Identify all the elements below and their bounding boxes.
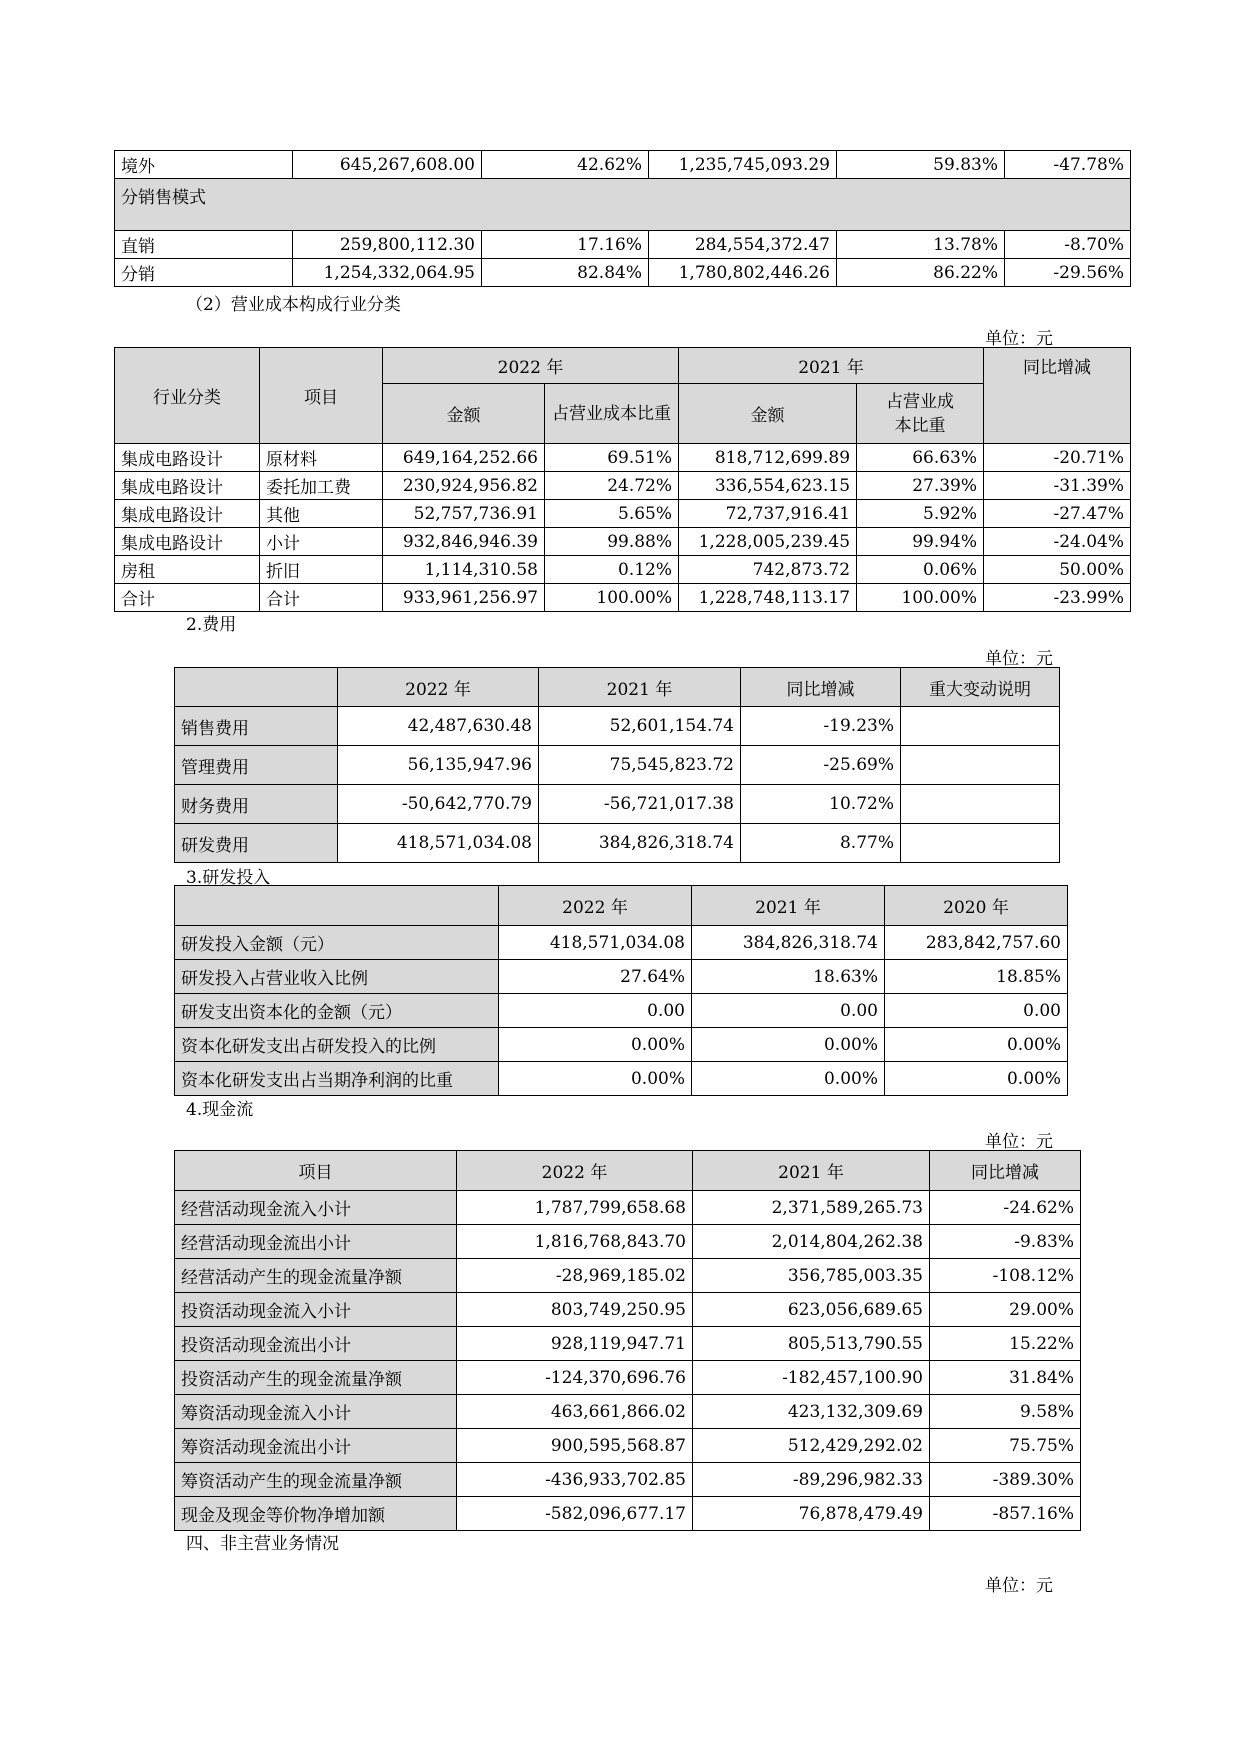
cell-industry: 集成电路设计 bbox=[115, 472, 260, 500]
row-label: 研发投入金额（元） bbox=[175, 926, 499, 960]
cell: 932,846,946.39 bbox=[383, 528, 545, 556]
sales-mode-table bbox=[114, 150, 1131, 287]
table-row bbox=[175, 926, 1068, 960]
cell-industry: 集成电路设计 bbox=[115, 444, 260, 472]
cell: 100.00% bbox=[857, 584, 984, 612]
row-label: 现金及现金等价物净增加额 bbox=[175, 1497, 457, 1531]
cell: 75,545,823.72 bbox=[539, 746, 741, 785]
table-row bbox=[175, 1429, 1081, 1463]
cell: -20.71% bbox=[984, 444, 1131, 472]
cell-item: 委托加工费 bbox=[260, 472, 383, 500]
cell: 52,757,736.91 bbox=[383, 500, 545, 528]
cell: -47.78% bbox=[1005, 151, 1131, 179]
cell-item: 合计 bbox=[260, 584, 383, 612]
cell: -31.39% bbox=[984, 472, 1131, 500]
row-label: 资本化研发支出占研发投入的比例 bbox=[175, 1028, 499, 1062]
unit-label: 单位：元 bbox=[985, 1576, 1053, 1596]
row-label: 经营活动现金流入小计 bbox=[175, 1191, 457, 1225]
header-2022: 2022 年 bbox=[338, 668, 539, 707]
cell: 900,595,568.87 bbox=[457, 1429, 693, 1463]
cell: -582,096,677.17 bbox=[457, 1497, 693, 1531]
cell: 0.06% bbox=[857, 556, 984, 584]
cell: -8.70% bbox=[1005, 231, 1131, 259]
table-row bbox=[115, 444, 1131, 472]
cell: 356,785,003.35 bbox=[693, 1259, 930, 1293]
header-item: 项目 bbox=[175, 1151, 457, 1191]
cell: 27.39% bbox=[857, 472, 984, 500]
cell: -436,933,702.85 bbox=[457, 1463, 693, 1497]
cell: 18.63% bbox=[692, 960, 885, 994]
cell: 623,056,689.65 bbox=[693, 1293, 930, 1327]
cell: 259,800,112.30 bbox=[293, 231, 482, 259]
table-row bbox=[175, 707, 1060, 746]
row-label: 资本化研发支出占当期净利润的比重 bbox=[175, 1062, 499, 1096]
cell: 99.88% bbox=[545, 528, 679, 556]
header-2022: 2022 年 bbox=[499, 886, 692, 926]
row-label: 投资活动产生的现金流量净额 bbox=[175, 1361, 457, 1395]
unit-label: 单位：元 bbox=[985, 1132, 1053, 1152]
cell: -56,721,017.38 bbox=[539, 785, 741, 824]
header-2020: 2020 年 bbox=[885, 886, 1068, 926]
header-empty bbox=[175, 668, 338, 707]
cell bbox=[901, 707, 1060, 746]
table-row bbox=[115, 472, 1131, 500]
table-row bbox=[175, 1028, 1068, 1062]
cell: 463,661,866.02 bbox=[457, 1395, 693, 1429]
header-2022: 2022 年 bbox=[457, 1151, 693, 1191]
row-label: 研发投入占营业收入比例 bbox=[175, 960, 499, 994]
cell: 230,924,956.82 bbox=[383, 472, 545, 500]
cell: 1,114,310.58 bbox=[383, 556, 545, 584]
cell: 0.00% bbox=[692, 1062, 885, 1096]
cell: 75.75% bbox=[930, 1429, 1081, 1463]
cell: 1,235,745,093.29 bbox=[649, 151, 837, 179]
cell: 8.77% bbox=[741, 824, 901, 863]
cell: 805,513,790.55 bbox=[693, 1327, 930, 1361]
cell: 0.00 bbox=[885, 994, 1068, 1028]
header-ratio-2022: 占营业成本比重 bbox=[545, 384, 679, 444]
cell: -27.47% bbox=[984, 500, 1131, 528]
cell: -124,370,696.76 bbox=[457, 1361, 693, 1395]
cash-flow-table bbox=[174, 1150, 1081, 1531]
cell: 0.00 bbox=[499, 994, 692, 1028]
cell: 284,554,372.47 bbox=[649, 231, 837, 259]
row-label: 管理费用 bbox=[175, 746, 338, 785]
header-2021: 2021 年 bbox=[539, 668, 741, 707]
cell: 0.00% bbox=[499, 1028, 692, 1062]
cell: 0.00% bbox=[885, 1062, 1068, 1096]
cell: 649,164,252.66 bbox=[383, 444, 545, 472]
section-title-expense: 2.费用 bbox=[186, 615, 237, 635]
row-label: 研发费用 bbox=[175, 824, 338, 863]
cell: 418,571,034.08 bbox=[338, 824, 539, 863]
table-row bbox=[175, 1293, 1081, 1327]
cell: 933,961,256.97 bbox=[383, 584, 545, 612]
table-row bbox=[175, 960, 1068, 994]
cell: 0.00% bbox=[885, 1028, 1068, 1062]
header-2021: 2021 年 bbox=[679, 348, 984, 384]
unit-label: 单位：元 bbox=[985, 649, 1053, 669]
cell: -23.99% bbox=[984, 584, 1131, 612]
table-row bbox=[175, 1225, 1081, 1259]
header-item: 项目 bbox=[260, 348, 383, 444]
cell: -50,642,770.79 bbox=[338, 785, 539, 824]
cell: -19.23% bbox=[741, 707, 901, 746]
cell: 2,014,804,262.38 bbox=[693, 1225, 930, 1259]
table-row bbox=[175, 785, 1060, 824]
cost-structure-table bbox=[114, 347, 1131, 612]
expense-table bbox=[174, 667, 1060, 863]
cell: -857.16% bbox=[930, 1497, 1081, 1531]
cell-item: 原材料 bbox=[260, 444, 383, 472]
cell: 72,737,916.41 bbox=[679, 500, 857, 528]
cell: 645,267,608.00 bbox=[293, 151, 482, 179]
cell-industry: 集成电路设计 bbox=[115, 528, 260, 556]
table-row bbox=[175, 1395, 1081, 1429]
cell: 803,749,250.95 bbox=[457, 1293, 693, 1327]
table-row bbox=[175, 1191, 1081, 1225]
table-row bbox=[175, 824, 1060, 863]
table-row bbox=[175, 1062, 1068, 1096]
cell-item: 折旧 bbox=[260, 556, 383, 584]
cell: 10.72% bbox=[741, 785, 901, 824]
header-empty bbox=[175, 886, 499, 926]
cell: 0.00% bbox=[692, 1028, 885, 1062]
cell: 52,601,154.74 bbox=[539, 707, 741, 746]
rd-investment-table bbox=[174, 885, 1068, 1096]
cell: 1,780,802,446.26 bbox=[649, 259, 837, 287]
cell: 69.51% bbox=[545, 444, 679, 472]
table-row bbox=[175, 1361, 1081, 1395]
cell: 15.22% bbox=[930, 1327, 1081, 1361]
cell-industry: 房租 bbox=[115, 556, 260, 584]
row-label: 分销 bbox=[115, 259, 293, 287]
table-row bbox=[115, 556, 1131, 584]
cell: 384,826,318.74 bbox=[539, 824, 741, 863]
cell: 928,119,947.71 bbox=[457, 1327, 693, 1361]
row-label: 投资活动现金流出小计 bbox=[175, 1327, 457, 1361]
table-row bbox=[175, 1259, 1081, 1293]
table-row bbox=[115, 528, 1131, 556]
cell: 1,228,005,239.45 bbox=[679, 528, 857, 556]
cell: 86.22% bbox=[837, 259, 1005, 287]
header-yoy: 同比增减 bbox=[984, 348, 1131, 384]
cell-industry: 合计 bbox=[115, 584, 260, 612]
cell: 29.00% bbox=[930, 1293, 1081, 1327]
header-2021: 2021 年 bbox=[692, 886, 885, 926]
row-label: 直销 bbox=[115, 231, 293, 259]
header-ratio-2021: 占营业成本比重 bbox=[857, 384, 984, 444]
table-row bbox=[175, 994, 1068, 1028]
cell: 100.00% bbox=[545, 584, 679, 612]
table-row bbox=[115, 259, 1131, 287]
header-yoy: 同比增减 bbox=[930, 1151, 1081, 1191]
cell bbox=[901, 746, 1060, 785]
table-row bbox=[175, 746, 1060, 785]
cell: 76,878,479.49 bbox=[693, 1497, 930, 1531]
cell: 0.00% bbox=[499, 1062, 692, 1096]
table-row bbox=[115, 151, 1131, 179]
cell: 283,842,757.60 bbox=[885, 926, 1068, 960]
header-amount: 金额 bbox=[383, 384, 545, 444]
cell-industry: 集成电路设计 bbox=[115, 500, 260, 528]
cell: 9.58% bbox=[930, 1395, 1081, 1429]
cell: 5.65% bbox=[545, 500, 679, 528]
section-title-nonmain: 四、非主营业务情况 bbox=[186, 1534, 339, 1554]
cell: -389.30% bbox=[930, 1463, 1081, 1497]
row-label: 销售费用 bbox=[175, 707, 338, 746]
row-label: 筹资活动现金流入小计 bbox=[175, 1395, 457, 1429]
cell: 1,787,799,658.68 bbox=[457, 1191, 693, 1225]
cell: 0.12% bbox=[545, 556, 679, 584]
cell: -182,457,100.90 bbox=[693, 1361, 930, 1395]
cell-item: 其他 bbox=[260, 500, 383, 528]
cell: -9.83% bbox=[930, 1225, 1081, 1259]
row-label: 投资活动现金流入小计 bbox=[175, 1293, 457, 1327]
cell: 1,254,332,064.95 bbox=[293, 259, 482, 287]
cell: 31.84% bbox=[930, 1361, 1081, 1395]
cell: 59.83% bbox=[837, 151, 1005, 179]
section-row bbox=[115, 179, 1131, 231]
cell: -89,296,982.33 bbox=[693, 1463, 930, 1497]
cell: 42,487,630.48 bbox=[338, 707, 539, 746]
cell: 50.00% bbox=[984, 556, 1131, 584]
row-label: 筹资活动产生的现金流量净额 bbox=[175, 1463, 457, 1497]
section-title-cash: 4.现金流 bbox=[186, 1100, 254, 1120]
table-row bbox=[175, 1327, 1081, 1361]
table-row bbox=[115, 231, 1131, 259]
cell: 24.72% bbox=[545, 472, 679, 500]
cell: 384,826,318.74 bbox=[692, 926, 885, 960]
cell: 818,712,699.89 bbox=[679, 444, 857, 472]
cell: 512,429,292.02 bbox=[693, 1429, 930, 1463]
section-title-rd: 3.研发投入 bbox=[186, 868, 271, 888]
cell: 0.00 bbox=[692, 994, 885, 1028]
cell: 99.94% bbox=[857, 528, 984, 556]
cell bbox=[901, 824, 1060, 863]
cell: 1,816,768,843.70 bbox=[457, 1225, 693, 1259]
header-amount: 金额 bbox=[679, 384, 857, 444]
cell: -108.12% bbox=[930, 1259, 1081, 1293]
header-note: 重大变动说明 bbox=[901, 668, 1060, 707]
cell-item: 小计 bbox=[260, 528, 383, 556]
cell: 1,228,748,113.17 bbox=[679, 584, 857, 612]
cell: 66.63% bbox=[857, 444, 984, 472]
table-row bbox=[175, 1497, 1081, 1531]
cell: 82.84% bbox=[482, 259, 649, 287]
row-label: 经营活动产生的现金流量净额 bbox=[175, 1259, 457, 1293]
table-row bbox=[115, 500, 1131, 528]
header-2022: 2022 年 bbox=[383, 348, 679, 384]
cell: 18.85% bbox=[885, 960, 1068, 994]
cell bbox=[901, 785, 1060, 824]
cell: 5.92% bbox=[857, 500, 984, 528]
cell: 336,554,623.15 bbox=[679, 472, 857, 500]
cell: -29.56% bbox=[1005, 259, 1131, 287]
header-2021: 2021 年 bbox=[693, 1151, 930, 1191]
cell: 742,873.72 bbox=[679, 556, 857, 584]
header-yoy: 同比增减 bbox=[741, 668, 901, 707]
row-label: 研发支出资本化的金额（元） bbox=[175, 994, 499, 1028]
cell: 423,132,309.69 bbox=[693, 1395, 930, 1429]
cell: -24.04% bbox=[984, 528, 1131, 556]
cell: -25.69% bbox=[741, 746, 901, 785]
table-row bbox=[175, 1463, 1081, 1497]
section-title-cost: （2）营业成本构成行业分类 bbox=[186, 295, 401, 315]
row-label: 筹资活动现金流出小计 bbox=[175, 1429, 457, 1463]
header-industry: 行业分类 bbox=[115, 348, 260, 444]
cell: 42.62% bbox=[482, 151, 649, 179]
cell: 17.16% bbox=[482, 231, 649, 259]
cell: 2,371,589,265.73 bbox=[693, 1191, 930, 1225]
section-label: 分销售模式 bbox=[115, 179, 1131, 231]
cell: 418,571,034.08 bbox=[499, 926, 692, 960]
row-label: 境外 bbox=[115, 151, 293, 179]
row-label: 经营活动现金流出小计 bbox=[175, 1225, 457, 1259]
cell: 27.64% bbox=[499, 960, 692, 994]
cell: -28,969,185.02 bbox=[457, 1259, 693, 1293]
unit-label: 单位：元 bbox=[985, 329, 1053, 349]
row-label: 财务费用 bbox=[175, 785, 338, 824]
cell: 56,135,947.96 bbox=[338, 746, 539, 785]
cell: 13.78% bbox=[837, 231, 1005, 259]
cell: -24.62% bbox=[930, 1191, 1081, 1225]
table-row bbox=[115, 584, 1131, 612]
